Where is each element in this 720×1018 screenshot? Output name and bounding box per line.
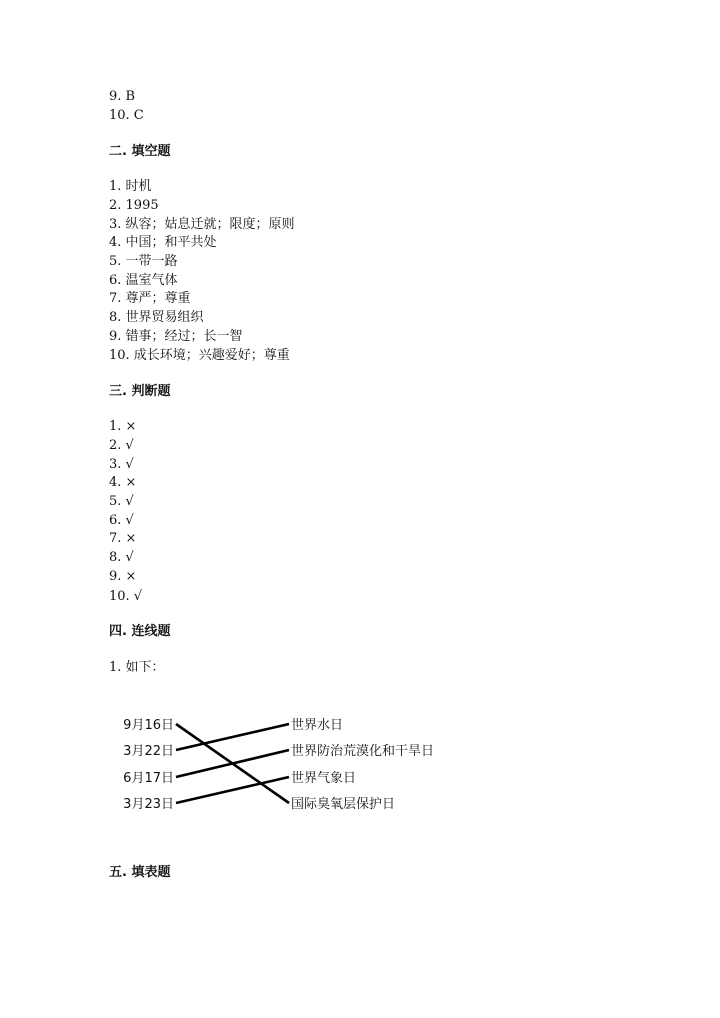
answer-line: 6. √ bbox=[109, 513, 134, 528]
answer-line: 9. × bbox=[109, 569, 137, 584]
matching-intro: 1. 如下： bbox=[109, 660, 165, 675]
section3-title: 三. 判断题 bbox=[109, 384, 171, 399]
right-labels bbox=[291, 717, 434, 812]
matching-links bbox=[176, 724, 289, 803]
answer-line: 6. 温室气体 bbox=[109, 273, 178, 288]
answer-line: 7. × bbox=[109, 531, 137, 546]
left-label: 6月17日 bbox=[123, 771, 174, 786]
matching-line bbox=[176, 750, 289, 777]
answer-line: 9. B bbox=[109, 89, 136, 104]
right-label: 国际臭氧层保护日 bbox=[291, 797, 396, 812]
answer-line: 8. √ bbox=[109, 550, 134, 565]
answer-line: 2. √ bbox=[109, 438, 134, 453]
answer-line: 1. × bbox=[109, 419, 137, 434]
answer-line: 7. 尊严；尊重 bbox=[109, 291, 191, 306]
section5-title: 五. 填表题 bbox=[109, 865, 171, 880]
answer-line: 4. 中国；和平共处 bbox=[109, 235, 217, 250]
right-label: 世界水日 bbox=[291, 718, 344, 733]
answer-line: 3. √ bbox=[109, 457, 134, 472]
answer-line: 2. 1995 bbox=[109, 198, 159, 213]
left-label: 3月22日 bbox=[123, 744, 174, 759]
answer-line: 5. 一带一路 bbox=[109, 254, 178, 269]
answer-line: 5. √ bbox=[109, 494, 134, 509]
right-label: 世界气象日 bbox=[291, 771, 357, 786]
left-labels bbox=[123, 718, 174, 812]
answer-line: 9. 错事；经过；长一智 bbox=[109, 329, 243, 344]
section4-title: 四. 连线题 bbox=[109, 624, 171, 639]
left-label: 9月16日 bbox=[123, 718, 174, 733]
answer-line: 1. 时机 bbox=[109, 179, 152, 194]
left-label: 3月23日 bbox=[123, 797, 174, 812]
answer-line: 10. C bbox=[109, 108, 144, 123]
answer-line: 10. √ bbox=[109, 589, 143, 604]
right-label: 世界防治荒漠化和干旱日 bbox=[291, 744, 435, 759]
answer-line: 10. 成长环境；兴趣爱好；尊重 bbox=[109, 348, 290, 363]
answer-line: 4. × bbox=[109, 475, 137, 490]
section2-title: 二. 填空题 bbox=[109, 144, 171, 159]
answer-line: 3. 纵容；姑息迁就；限度；原则 bbox=[109, 217, 295, 232]
answer-line: 8. 世界贸易组织 bbox=[109, 310, 204, 325]
matching-diagram bbox=[100, 705, 480, 825]
